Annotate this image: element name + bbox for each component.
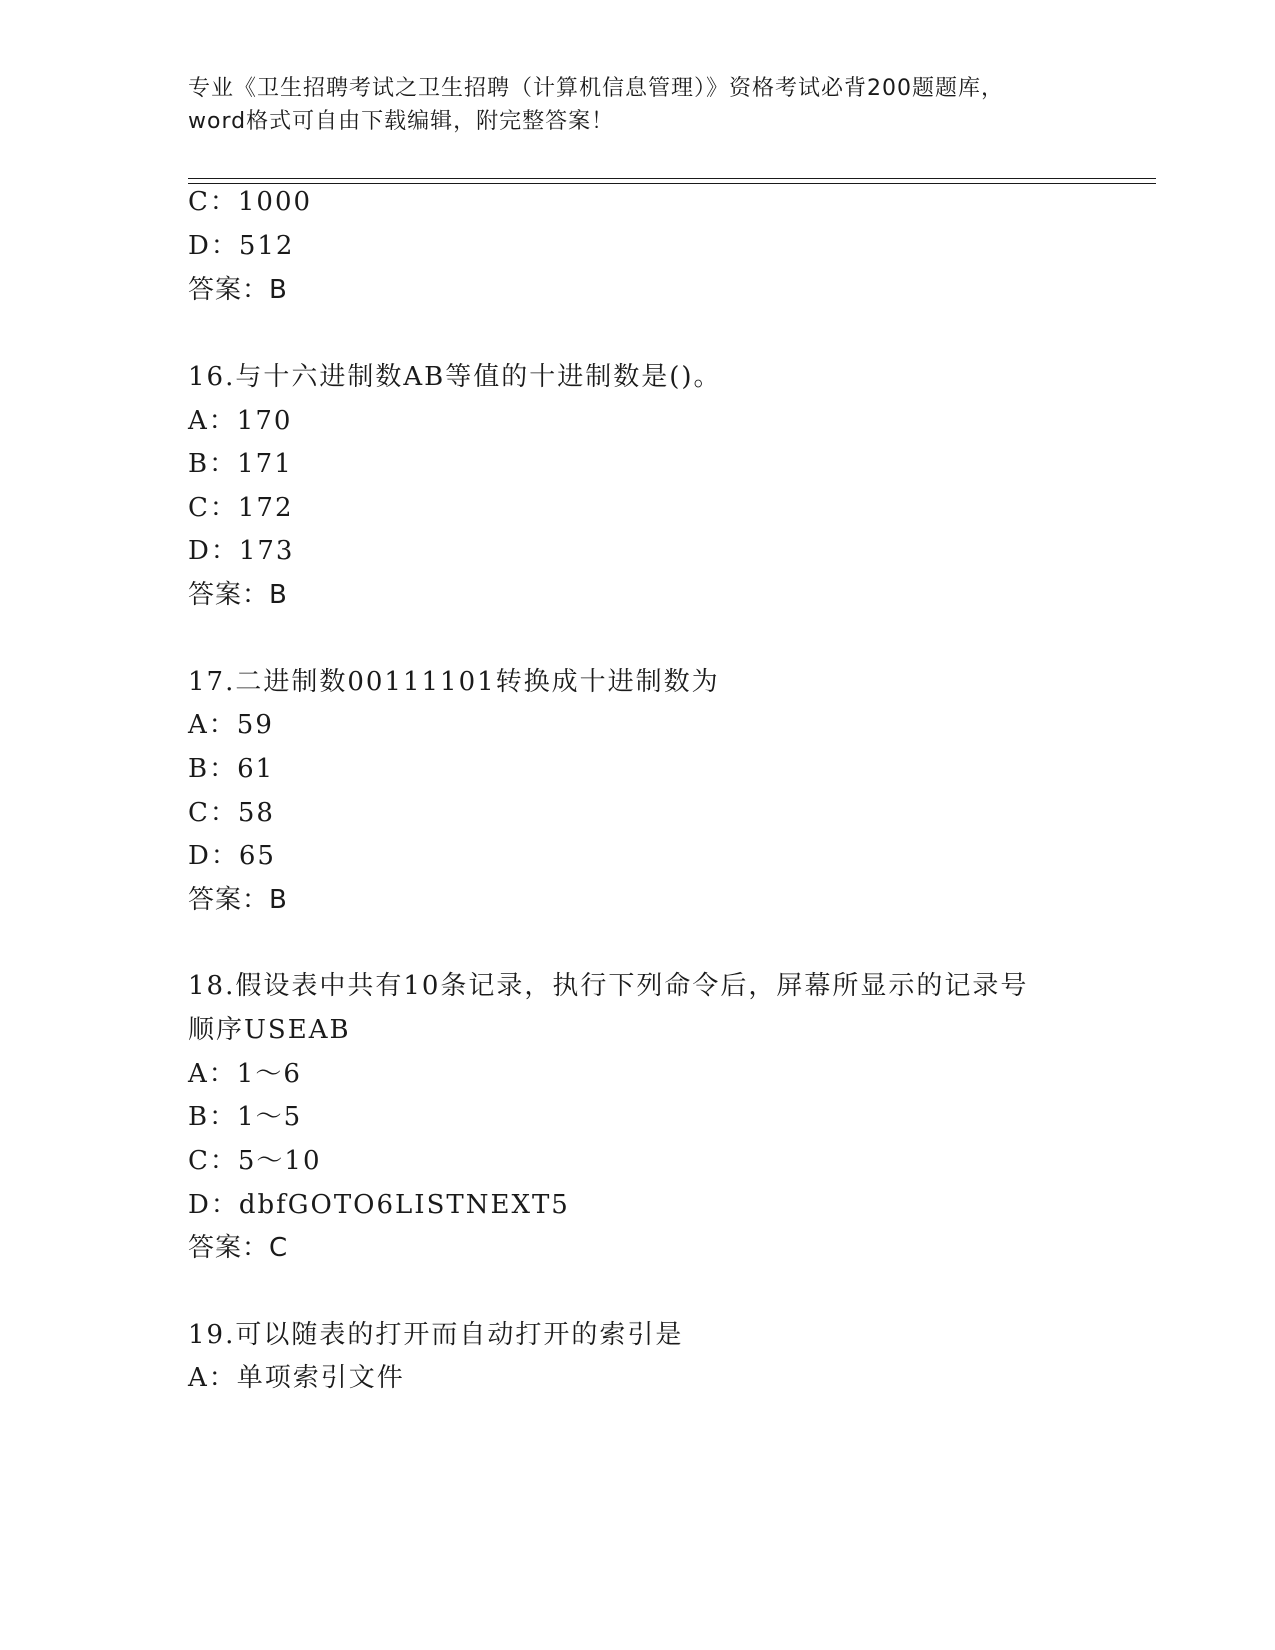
document-header bbox=[188, 72, 1088, 138]
q18-question-line-2: 顺序USEAB bbox=[188, 1015, 351, 1045]
q17-option-a: A：59 bbox=[188, 710, 274, 740]
q17-answer: 答案：B bbox=[188, 885, 288, 915]
header-title-line-2: word格式可自由下载编辑，附完整答案！ bbox=[188, 109, 615, 134]
q15-option-d: D：512 bbox=[188, 231, 295, 261]
q18-option-c: C：5～10 bbox=[188, 1146, 322, 1176]
header-title-line-1: 专业《卫生招聘考试之卫生招聘（计算机信息管理）》资格考试必背200题题库， bbox=[188, 76, 1004, 101]
q19-question: 19.可以随表的打开而自动打开的索引是 bbox=[188, 1320, 684, 1350]
q18-option-b: B：1～5 bbox=[188, 1102, 303, 1132]
q16-answer: 答案：B bbox=[188, 580, 288, 610]
q16-option-a: A：170 bbox=[188, 406, 293, 436]
q17-option-d: D：65 bbox=[188, 841, 276, 871]
q17-option-b: B：61 bbox=[188, 754, 275, 784]
q16-option-b: B：171 bbox=[188, 449, 293, 479]
q19-option-a: A：单项索引文件 bbox=[188, 1363, 405, 1393]
q18-option-a: A：1～6 bbox=[188, 1059, 302, 1089]
q17-question: 17.二进制数00111101转换成十进制数为 bbox=[188, 667, 720, 697]
q17-option-c: C：58 bbox=[188, 798, 275, 828]
q16-option-c: C：172 bbox=[188, 493, 294, 523]
header-divider-top bbox=[188, 178, 1156, 179]
q18-question-line-1: 18.假设表中共有10条记录，执行下列命令后，屏幕所显示的记录号 bbox=[188, 971, 1029, 1001]
header-divider-bottom bbox=[188, 183, 1156, 184]
q15-option-c: C：1000 bbox=[188, 187, 313, 217]
q16-question: 16.与十六进制数AB等值的十进制数是()。 bbox=[188, 362, 722, 392]
q18-option-d: D：dbfGOTO6LISTNEXT5 bbox=[188, 1190, 570, 1220]
q18-answer: 答案：C bbox=[188, 1233, 289, 1263]
q15-answer: 答案：B bbox=[188, 275, 288, 305]
q16-option-d: D：173 bbox=[188, 536, 295, 566]
